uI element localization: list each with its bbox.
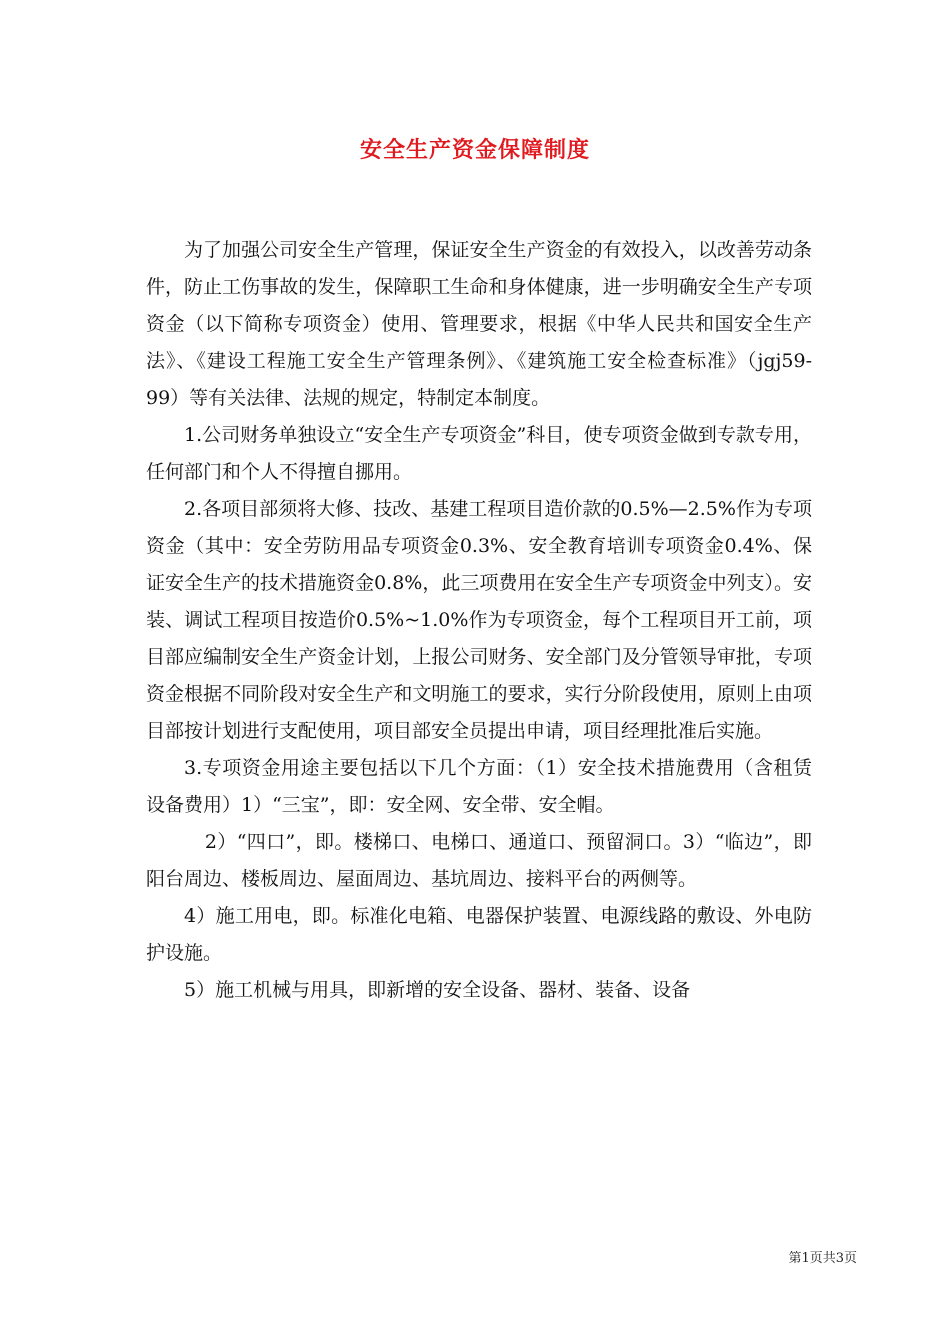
paragraph-item-1: 1.公司财务单独设立“安全生产专项资金”科目，使专项资金做到专款专用，任何部门和个人不得擅自挪用。 — [146, 424, 812, 483]
paragraph-item-3-2: 2）“四口”，即。楼梯口、电梯口、通道口、预留洞口。3）“临边”，即阳台周边、楼板周边、屋面周边、基坑周边、接料平台的两侧等。 — [146, 831, 812, 890]
page-number: 第1页共3页 — [788, 1251, 857, 1266]
paragraph-item-2: 2.各项目部须将大修、技改、基建工程项目造价款的0.5%—2.5%作为专项资金（其中：安全劳防用品专项资金0.3%、安全教育培训专项资金0.4%、保证安全生产的技术措施资金0.8%，此三项费用在安全生产专项资金中列支）。安装、调试工程项目按造价0.5%~1.0%作为专项资金，每个工程项目开工前，项目部应编制安全生产资金计划，上报公司财务、安全部门及分管领导审批，专项资金根据不同阶段对安全生产和文明施工的要求，实行分阶段使用，原则上由项目部按计划进行支配使用，项目部安全员提出申请，项目经理批准后实施。 — [146, 498, 812, 742]
paragraph-item-3-5: 5）施工机械与用具，即新增的安全设备、器材、装备、设备 — [184, 979, 691, 1001]
paragraph-item-3: 3.专项资金用途主要包括以下几个方面：（1）安全技术措施费用（含租赁设备费用）1）“三宝”，即：安全网、安全带、安全帽。 — [146, 757, 812, 816]
page-title: 安全生产资金保障制度 — [359, 138, 590, 163]
paragraph-item-3-4: 4）施工用电，即。标准化电箱、电器保护装置、电源线路的敷设、外电防护设施。 — [146, 905, 812, 964]
paragraph-intro: 为了加强公司安全生产管理，保证安全生产资金的有效投入，以改善劳动条件，防止工伤事故的发生，保障职工生命和身体健康，进一步明确安全生产专项资金（以下简称专项资金）使用、管理要求，根据《中华人民共和国安全生产法》、《建设工程施工安全生产管理条例》、《建筑施工安全检查标准》（jgj59-99）等有关法律、法规的规定，特制定本制度。 — [146, 239, 812, 409]
document-body — [146, 232, 812, 1009]
